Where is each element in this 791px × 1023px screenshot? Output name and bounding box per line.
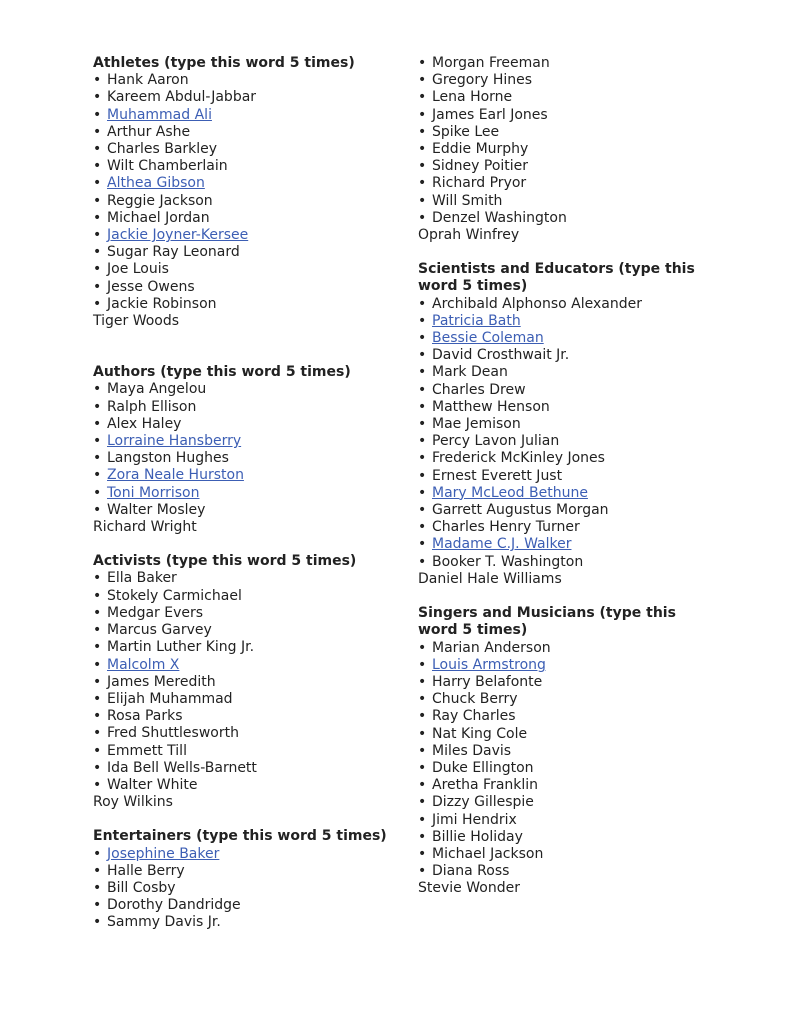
bullet-icon: •	[418, 742, 427, 759]
list-item[interactable]	[418, 313, 718, 330]
name-text: Lena Horne	[432, 89, 513, 106]
name-text: Hank Aaron	[107, 72, 189, 89]
section-heading: Activists (type this word 5 times)	[93, 553, 357, 570]
bullet-icon: •	[93, 295, 102, 312]
bullet-icon: •	[93, 415, 102, 432]
bullet-icon: •	[93, 433, 102, 450]
bullet-icon: •	[93, 141, 102, 158]
last-name-text: Daniel Hale Williams	[418, 570, 562, 587]
name-link[interactable]: Mary McLeod Bethune	[432, 484, 588, 501]
list-item	[93, 622, 393, 639]
bullet-icon: •	[418, 295, 427, 312]
section-heading: Athletes (type this word 5 times)	[93, 55, 355, 71]
bullet-icon: •	[93, 278, 102, 295]
name-text: Halle Berry	[107, 862, 185, 879]
name-text: Miles Davis	[432, 742, 512, 759]
name-text: Sammy Davis Jr.	[107, 914, 221, 931]
bullet-icon: •	[418, 502, 427, 519]
list-item	[93, 674, 393, 691]
name-text: Richard Pryor	[432, 175, 527, 192]
list-item	[418, 829, 718, 846]
bullet-icon: •	[93, 725, 102, 742]
name-text: Arthur Ashe	[107, 123, 191, 140]
section-entertainers	[93, 828, 393, 931]
bullet-icon: •	[93, 484, 102, 501]
list-item	[418, 364, 718, 381]
name-text: Sidney Poitier	[432, 158, 529, 175]
name-text: Dorothy Dandridge	[107, 897, 241, 914]
name-link[interactable]: Althea Gibson	[107, 175, 205, 192]
name-text: Jesse Owens	[107, 278, 195, 295]
bullet-icon: •	[93, 862, 102, 879]
bullet-icon: •	[418, 519, 427, 536]
name-text: Chuck Berry	[432, 691, 518, 708]
bullet-icon: •	[418, 553, 427, 570]
bullet-icon: •	[418, 55, 427, 71]
list-item	[93, 708, 393, 725]
name-text: Ella Baker	[107, 570, 177, 587]
bullet-icon: •	[93, 175, 102, 192]
bullet-icon: •	[418, 364, 427, 381]
list-item	[418, 726, 718, 743]
name-text: Aretha Franklin	[432, 777, 539, 794]
name-text: Garrett Augustus Morgan	[432, 502, 609, 519]
list-item[interactable]	[93, 657, 393, 674]
bullet-icon: •	[93, 656, 102, 673]
name-text: Walter White	[107, 776, 198, 793]
list-item	[93, 381, 393, 398]
name-text: Spike Lee	[432, 123, 500, 140]
name-text: Frederick McKinley Jones	[432, 450, 605, 467]
list-item	[93, 279, 393, 296]
bullet-icon: •	[418, 209, 427, 226]
bullet-icon: •	[93, 209, 102, 226]
name-text: Alex Haley	[107, 415, 182, 432]
right-column	[418, 55, 718, 915]
list-item	[418, 175, 718, 192]
bullet-icon: •	[418, 759, 427, 776]
name-text: Gregory Hines	[432, 72, 533, 89]
list-item	[93, 725, 393, 742]
bullet-icon: •	[93, 897, 102, 914]
name-text: Wilt Chamberlain	[107, 158, 228, 175]
bullet-icon: •	[418, 450, 427, 467]
bullet-icon: •	[93, 587, 102, 604]
name-text: Mae Jemison	[432, 416, 521, 433]
name-text: Jackie Robinson	[107, 295, 217, 312]
name-text: Morgan Freeman	[432, 55, 550, 71]
list-item	[418, 399, 718, 416]
name-link[interactable]: Josephine Baker	[107, 845, 220, 862]
list-item	[93, 261, 393, 278]
last-name-text: Tiger Woods	[93, 313, 180, 330]
list-item	[93, 296, 393, 313]
name-text: Martin Luther King Jr.	[107, 639, 255, 656]
bullet-icon: •	[418, 312, 427, 329]
list-item	[418, 863, 718, 880]
name-link[interactable]: Malcolm X	[107, 656, 180, 673]
list-item	[418, 812, 718, 829]
list-item	[93, 244, 393, 261]
list-item	[418, 193, 718, 210]
bullet-icon: •	[93, 106, 102, 123]
list-item[interactable]	[93, 846, 393, 863]
name-text: Fred Shuttlesworth	[107, 725, 239, 742]
name-text: James Earl Jones	[432, 106, 548, 123]
list-item	[418, 760, 718, 777]
section-heading: Scientists and Educators (type this word 5 times)	[418, 261, 695, 295]
name-text: Matthew Henson	[432, 398, 550, 415]
name-link[interactable]: Zora Neale Hurston	[107, 467, 244, 484]
name-text: Mark Dean	[432, 364, 508, 381]
list-item	[93, 210, 393, 227]
list-item	[93, 880, 393, 897]
list-item	[418, 691, 718, 708]
name-link[interactable]: Muhammad Ali	[107, 106, 212, 123]
name-text: Booker T. Washington	[432, 553, 584, 570]
name-text: James Meredith	[107, 673, 216, 690]
list-item[interactable]	[93, 433, 393, 450]
bullet-icon: •	[93, 261, 102, 278]
bullet-icon: •	[418, 656, 427, 673]
list-item[interactable]	[418, 330, 718, 347]
bullet-icon: •	[93, 192, 102, 209]
bullet-icon: •	[418, 347, 427, 364]
bullet-icon: •	[418, 863, 427, 880]
name-text: Percy Lavon Julian	[432, 433, 560, 450]
list-item	[93, 450, 393, 467]
name-text: Bill Cosby	[107, 879, 176, 896]
list-item	[418, 382, 718, 399]
list-item	[418, 158, 718, 175]
list-item	[93, 399, 393, 416]
list-item	[418, 794, 718, 811]
list-item	[93, 777, 393, 794]
name-text: Rosa Parks	[107, 708, 183, 725]
bullet-icon: •	[418, 673, 427, 690]
list-item	[93, 897, 393, 914]
bullet-icon: •	[418, 794, 427, 811]
bullet-icon: •	[418, 828, 427, 845]
list-item	[418, 777, 718, 794]
list-item	[93, 743, 393, 760]
bullet-icon: •	[93, 604, 102, 621]
bullet-icon: •	[418, 845, 427, 862]
section-singers-and-musicians	[418, 605, 718, 897]
list-item	[93, 124, 393, 141]
bullet-icon: •	[418, 536, 427, 553]
bullet-icon: •	[93, 622, 102, 639]
name-link[interactable]: Patricia Bath	[432, 312, 521, 329]
list-item	[93, 605, 393, 622]
section-continued	[418, 55, 718, 244]
bullet-icon: •	[418, 381, 427, 398]
list-item	[418, 107, 718, 124]
section-heading: Entertainers (type this word 5 times)	[93, 828, 387, 845]
section-activists	[93, 553, 393, 811]
list-item[interactable]	[93, 107, 393, 124]
list-item	[93, 158, 393, 175]
list-item	[418, 72, 718, 89]
name-text: Langston Hughes	[107, 450, 229, 467]
bullet-icon: •	[93, 742, 102, 759]
bullet-icon: •	[418, 141, 427, 158]
bullet-icon: •	[93, 398, 102, 415]
name-text: Duke Ellington	[432, 759, 534, 776]
name-text: Ralph Ellison	[107, 398, 197, 415]
name-text: Maya Angelou	[107, 381, 207, 398]
bullet-icon: •	[418, 708, 427, 725]
name-text: Will Smith	[432, 192, 503, 209]
name-text: Ernest Everett Just	[432, 467, 563, 484]
bullet-icon: •	[93, 879, 102, 896]
name-text: Harry Belafonte	[432, 673, 543, 690]
bullet-icon: •	[93, 639, 102, 656]
list-item[interactable]	[418, 536, 718, 553]
bullet-icon: •	[418, 811, 427, 828]
bullet-icon: •	[418, 484, 427, 501]
bullet-icon: •	[93, 501, 102, 518]
name-text: Sugar Ray Leonard	[107, 244, 240, 261]
list-item	[418, 743, 718, 760]
bullet-icon: •	[418, 433, 427, 450]
list-item	[93, 502, 393, 519]
list-item[interactable]	[93, 467, 393, 484]
list-item	[418, 141, 718, 158]
list-item	[93, 72, 393, 89]
list-item	[418, 89, 718, 106]
name-text: Michael Jackson	[432, 845, 544, 862]
last-name-text: Richard Wright	[93, 519, 197, 536]
list-item	[418, 433, 718, 450]
name-link[interactable]: Toni Morrison	[107, 484, 200, 501]
list-item	[418, 846, 718, 863]
bullet-icon: •	[418, 691, 427, 708]
bullet-icon: •	[93, 673, 102, 690]
bullet-icon: •	[418, 123, 427, 140]
section-heading: Singers and Musicians (type this word 5 times)	[418, 605, 676, 639]
name-text: Stokely Carmichael	[107, 587, 242, 604]
name-link[interactable]: Madame C.J. Walker	[432, 536, 572, 553]
list-item	[93, 691, 393, 708]
list-item	[418, 296, 718, 313]
list-item	[418, 708, 718, 725]
list-item	[418, 674, 718, 691]
list-item[interactable]	[93, 227, 393, 244]
list-item[interactable]	[93, 485, 393, 502]
name-text: Denzel Washington	[432, 209, 567, 226]
name-link[interactable]: Louis Armstrong	[432, 656, 546, 673]
last-name-text: Oprah Winfrey	[418, 227, 520, 244]
name-text: Michael Jordan	[107, 209, 210, 226]
name-text: Ray Charles	[432, 708, 516, 725]
bullet-icon: •	[418, 106, 427, 123]
list-item	[418, 502, 718, 519]
bullet-icon: •	[93, 89, 102, 106]
list-item[interactable]	[93, 175, 393, 192]
left-column	[93, 55, 393, 949]
name-text: Marian Anderson	[432, 639, 551, 656]
bullet-icon: •	[418, 175, 427, 192]
name-text: Nat King Cole	[432, 725, 528, 742]
name-text: Diana Ross	[432, 863, 510, 880]
list-item	[93, 570, 393, 587]
list-item	[93, 760, 393, 777]
bullet-icon: •	[418, 777, 427, 794]
list-item	[418, 450, 718, 467]
name-text: David Crosthwait Jr.	[432, 347, 570, 364]
name-text: Ida Bell Wells-Barnett	[107, 759, 257, 776]
list-item	[93, 914, 393, 931]
name-text: Charles Barkley	[107, 141, 218, 158]
bullet-icon: •	[418, 89, 427, 106]
last-name-text: Stevie Wonder	[418, 880, 520, 897]
name-link[interactable]: Bessie Coleman	[432, 330, 544, 347]
name-text: Medgar Evers	[107, 604, 204, 621]
bullet-icon: •	[93, 72, 102, 89]
section-scientists-and-educators	[418, 261, 718, 588]
name-text: Charles Henry Turner	[432, 519, 580, 536]
section-athletes	[93, 55, 393, 330]
name-text: Joe Louis	[107, 261, 169, 278]
list-item	[418, 640, 718, 657]
list-item	[93, 639, 393, 656]
bullet-icon: •	[93, 467, 102, 484]
list-item	[93, 863, 393, 880]
list-item	[418, 347, 718, 364]
bullet-icon: •	[93, 570, 102, 587]
bullet-icon: •	[93, 450, 102, 467]
bullet-icon: •	[418, 192, 427, 209]
bullet-icon: •	[93, 708, 102, 725]
bullet-icon: •	[418, 158, 427, 175]
bullet-icon: •	[93, 227, 102, 244]
list-item	[93, 141, 393, 158]
list-item	[418, 124, 718, 141]
name-text: Emmett Till	[107, 742, 187, 759]
bullet-icon: •	[418, 398, 427, 415]
bullet-icon: •	[93, 845, 102, 862]
bullet-icon: •	[93, 759, 102, 776]
list-item	[418, 519, 718, 536]
list-item	[93, 416, 393, 433]
name-link[interactable]: Jackie Joyner-Kersee	[107, 227, 249, 244]
bullet-icon: •	[418, 72, 427, 89]
name-text: Charles Drew	[432, 381, 526, 398]
name-text: Elijah Muhammad	[107, 690, 233, 707]
name-link[interactable]: Lorraine Hansberry	[107, 433, 242, 450]
bullet-icon: •	[418, 725, 427, 742]
bullet-icon: •	[93, 123, 102, 140]
bullet-icon: •	[93, 158, 102, 175]
bullet-icon: •	[93, 914, 102, 931]
list-item	[418, 554, 718, 571]
bullet-icon: •	[93, 776, 102, 793]
list-item	[93, 193, 393, 210]
section-heading: Authors (type this word 5 times)	[93, 364, 351, 381]
list-item[interactable]	[418, 485, 718, 502]
list-item[interactable]	[418, 657, 718, 674]
list-item	[93, 588, 393, 605]
name-text: Jimi Hendrix	[432, 811, 517, 828]
name-text: Kareem Abdul-Jabbar	[107, 89, 257, 106]
list-item	[418, 416, 718, 433]
list-item	[418, 55, 718, 72]
name-text: Archibald Alphonso Alexander	[432, 295, 642, 312]
bullet-icon: •	[93, 690, 102, 707]
last-name-text: Roy Wilkins	[93, 794, 173, 811]
list-item	[418, 468, 718, 485]
bullet-icon: •	[93, 244, 102, 261]
name-text: Eddie Murphy	[432, 141, 529, 158]
bullet-icon: •	[418, 330, 427, 347]
bullet-icon: •	[93, 381, 102, 398]
list-item	[418, 210, 718, 227]
bullet-icon: •	[418, 416, 427, 433]
bullet-icon: •	[418, 467, 427, 484]
name-text: Reggie Jackson	[107, 192, 213, 209]
name-text: Billie Holiday	[432, 828, 523, 845]
section-authors	[93, 364, 393, 536]
list-item	[93, 89, 393, 106]
name-text: Marcus Garvey	[107, 622, 212, 639]
name-text: Dizzy Gillespie	[432, 794, 534, 811]
name-text: Walter Mosley	[107, 501, 206, 518]
bullet-icon: •	[418, 639, 427, 656]
